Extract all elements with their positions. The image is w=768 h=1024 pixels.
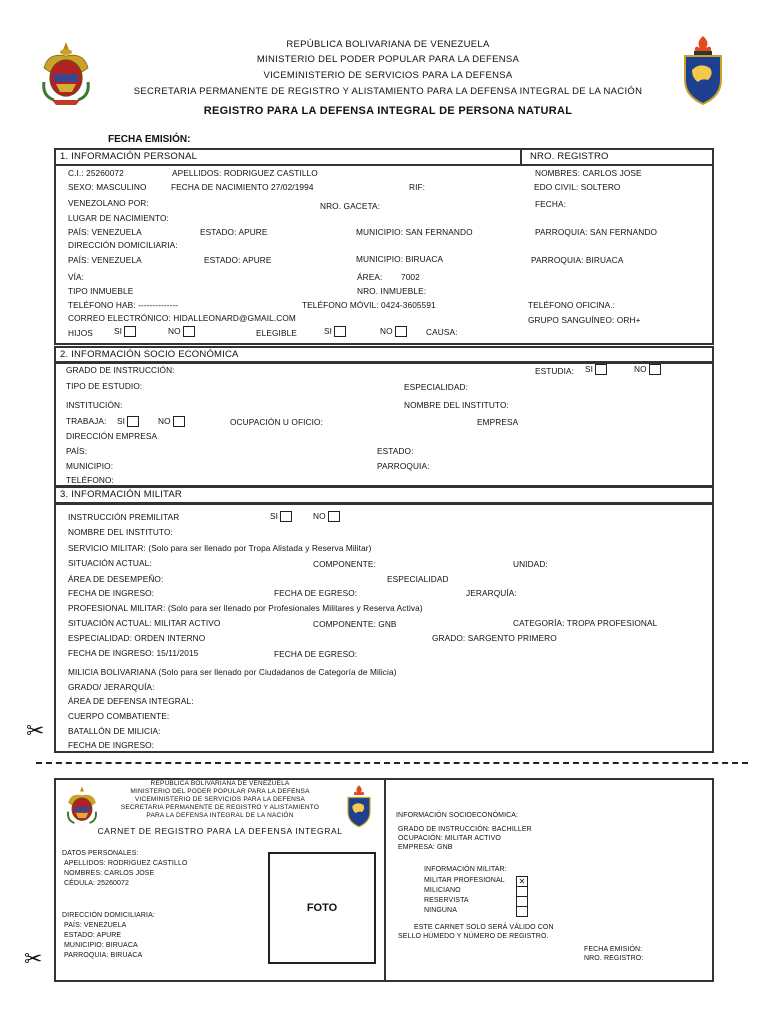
photo-placeholder[interactable] [268, 852, 376, 964]
telefono-movil-value: TELÉFONO MÓVIL: 0424-3605591 [302, 300, 436, 310]
profesional-militar-label: PROFESIONAL MILITAR: (Solo para ser llenado por Profesionales Militares y Reserva Activa) [68, 603, 423, 613]
nombre-instituto-militar-label: NOMBRE DEL INSTITUTO: [68, 527, 173, 537]
carnet-header-3: VICEMINISTERIO DE SERVICIOS PARA LA DEFENSA [134, 796, 306, 803]
cut-line [36, 762, 748, 764]
municipio-label: MUNICIPIO: [66, 461, 114, 471]
fecha-label: FECHA: [535, 199, 567, 209]
rif-label: RIF: [409, 182, 426, 192]
estudia-no[interactable] [634, 364, 661, 375]
carnet-militar-profesional: MILITAR PROFESIONAL [424, 877, 505, 884]
carnet-direccion-label: DIRECCIÓN DOMICILIARIA: [62, 912, 155, 919]
fecha-egreso-2-label: FECHA DE EGRESO: [274, 649, 358, 659]
pais-domicilio-value: PAÍS: VENEZUELA [68, 255, 142, 265]
servicio-militar-label: SERVICIO MILITAR: (Solo para ser llenado por Tropa Alistada y Reserva Militar) [68, 543, 372, 553]
carnet-pais: PAÍS: VENEZUELA [64, 922, 127, 929]
premilitar-no-checkbox[interactable] [328, 511, 340, 522]
carnet-militar-label: INFORMACIÓN MILITAR: [424, 866, 507, 873]
carnet-fecha-emision: FECHA EMISIÓN: [584, 946, 643, 953]
pais-label: PAÍS: [66, 446, 88, 456]
parroquia-domicilio-value: PARROQUIA: BIRUACA [531, 255, 624, 265]
elegible-no-checkbox[interactable] [395, 326, 407, 337]
trabaja-si-label: SI [117, 416, 126, 426]
grupo-sanguineo-value: GRUPO SANGUÍNEO: ORH+ [528, 315, 641, 325]
fecha-emision-label: FECHA EMISIÓN: [108, 134, 191, 145]
header-line-2: MINISTERIO DEL PODER POPULAR PARA LA DEFENSA [256, 54, 520, 65]
carnet-socio-label: INFORMACIÓN SOCIOECONÓMICA: [396, 812, 519, 819]
area-desempeno-label: ÁREA DE DESEMPEÑO: [68, 574, 164, 584]
elegible-si[interactable] [324, 326, 346, 337]
trabaja-si[interactable] [117, 416, 139, 427]
situacion-actual-2-value: SITUACIÓN ACTUAL: MILITAR ACTIVO [68, 618, 221, 628]
carnet-miliciano: MILICIANO [424, 887, 461, 894]
carnet-ninguna: NINGUNA [424, 907, 457, 914]
especialidad-1-label: ESPECIALIDAD [387, 574, 449, 584]
carnet-header-2: MINISTERIO DEL PODER POPULAR PARA LA DEFENSA [130, 788, 310, 795]
municipio-nacimiento-value: MUNICIPIO: SAN FERNANDO [356, 227, 473, 237]
parroquia-nacimiento-value: PARROQUIA: SAN FERNANDO [535, 227, 658, 237]
section-2-title: 2. INFORMACIÓN SOCIO ECONÓMICA [60, 349, 239, 360]
apellidos-value: APELLIDOS: RODRIGUEZ CASTILLO [172, 168, 318, 178]
photo-label: FOTO [306, 902, 338, 914]
premilitar-no[interactable] [313, 511, 340, 522]
estado-domicilio-value: ESTADO: APURE [204, 255, 272, 265]
categoria-value: CATEGORÍA: TROPA PROFESIONAL [513, 618, 658, 628]
hijos-no-checkbox[interactable] [183, 326, 195, 337]
estado-nacimiento-value: ESTADO: APURE [200, 227, 268, 237]
nro-gaceta-label: NRO. GACETA: [320, 201, 381, 211]
municipio-domicilio-value: MUNICIPIO: BIRUACA [356, 254, 444, 264]
grado-jerarquia-label: GRADO/ JERARQUÍA: [68, 682, 155, 692]
area-defensa-label: ÁREA DE DEFENSA INTEGRAL: [68, 696, 194, 706]
carnet-header-4: SECRETARIA PERMANENTE DE REGISTRO Y ALISTAMIENTO [120, 804, 320, 811]
nro-registro-label: NRO. REGISTRO [530, 151, 609, 162]
estudia-si-label: SI [585, 364, 594, 374]
elegible-si-checkbox[interactable] [334, 326, 346, 337]
carnet-empresa: EMPRESA: GNB [398, 844, 453, 851]
empresa-label: EMPRESA [477, 417, 519, 427]
componente-1-label: COMPONENTE: [313, 559, 376, 569]
nombres-value: NOMBRES: CARLOS JOSE [535, 168, 642, 178]
pais-nacimiento-value: PAÍS: VENEZUELA [68, 227, 142, 237]
unidad-label: UNIDAD: [513, 559, 548, 569]
ocupacion-label: OCUPACIÓN U OFICIO: [230, 417, 324, 427]
causa-label: CAUSA: [426, 327, 458, 337]
section-3-title: 3. INFORMACIÓN MILITAR [60, 489, 182, 500]
hijos-si-label: SI [114, 326, 123, 336]
carnet-ocupacion: OCUPACIÓN: MILITAR ACTIVO [398, 835, 501, 842]
carnet-coat-of-arms-emblem [64, 784, 100, 828]
telefono-oficina-label: TELÉFONO OFICINA.: [528, 300, 616, 310]
premilitar-no-label: NO [313, 511, 326, 521]
carnet-title: CARNET DE REGISTRO PARA LA DEFENSA INTEGRAL [97, 826, 343, 836]
estudia-no-checkbox[interactable] [649, 364, 661, 375]
fecha-ingreso-2-value: FECHA DE INGRESO: 15/11/2015 [68, 648, 199, 658]
trabaja-si-checkbox[interactable] [127, 416, 139, 427]
trabaja-no-label: NO [158, 416, 171, 426]
especialidad-2-value: ESPECIALIDAD: ORDEN INTERNO [68, 633, 206, 643]
carnet-grado: GRADO DE INSTRUCCIÓN: BACHILLER [398, 826, 532, 833]
carnet-validity-1: ESTE CARNET SOLO SERÁ VÁLIDO CON [414, 924, 554, 931]
batallon-label: BATALLÓN DE MILICIA: [68, 726, 161, 736]
cuerpo-combatiente-label: CUERPO COMBATIENTE: [68, 711, 170, 721]
nombre-instituto-label: NOMBRE DEL INSTITUTO: [404, 400, 509, 410]
milicia-label: MILICIA BOLIVARIANA (Solo para ser llenado por Ciudadanos de Categoría de Milicia) [68, 667, 397, 677]
fecha-ingreso-1-label: FECHA DE INGRESO: [68, 588, 155, 598]
header-line-3: VICEMINISTERIO DE SERVICIOS PARA LA DEFENSA [263, 70, 513, 81]
carnet-nombres: NOMBRES: CARLOS JOSE [64, 870, 155, 877]
parroquia-label: PARROQUIA: [377, 461, 430, 471]
ninguna-checkbox[interactable] [516, 906, 528, 917]
via-label: VÍA: [68, 272, 85, 282]
fecha-ingreso-3-label: FECHA DE INGRESO: [68, 740, 155, 750]
carnet-reservista: RESERVISTA [424, 897, 469, 904]
section-1-title: 1. INFORMACIÓN PERSONAL [60, 151, 198, 162]
carnet-validity-2: SELLO HÚMEDO Y NÚMERO DE REGISTRO. [398, 933, 549, 940]
institucion-label: INSTITUCIÓN: [66, 400, 123, 410]
telefono-hab-value: TELÉFONO HAB: -------------- [68, 300, 179, 310]
venezolano-por-label: VENEZOLANO POR: [68, 198, 149, 208]
header-line-1: REPÚBLICA BOLIVARIANA DE VENEZUELA [286, 39, 490, 50]
carnet-parroquia: PARROQUIA: BIRUACA [64, 952, 143, 959]
carnet-estado: ESTADO: APURE [64, 932, 122, 939]
telefono-label: TELÉFONO: [66, 475, 114, 485]
correo-value: CORREO ELECTRÓNICO: HIDALLEONARD@GMAIL.COM [68, 313, 296, 323]
estudia-label: ESTUDIA: [535, 366, 575, 376]
premilitar-label: INSTRUCCIÓN PREMILITAR [68, 512, 180, 522]
trabaja-no[interactable] [158, 416, 185, 427]
page-title: REGISTRO PARA LA DEFENSA INTEGRAL DE PERSONA NATURAL [203, 105, 573, 117]
trabaja-text: TRABAJA: [66, 416, 107, 426]
hijos-no[interactable] [168, 326, 195, 337]
estado-label: ESTADO: [377, 446, 414, 456]
estudia-si-checkbox[interactable] [595, 364, 607, 375]
hijos-label: HIJOS [68, 328, 93, 338]
jerarquia-label: JERARQUÍA: [466, 588, 517, 598]
fecha-egreso-1-label: FECHA DE EGRESO: [274, 588, 358, 598]
tipo-estudio-label: TIPO DE ESTUDIO: [66, 381, 143, 391]
premilitar-si-label: SI [270, 511, 279, 521]
trabaja-label [66, 416, 106, 426]
grado-instruccion-label: GRADO DE INSTRUCCIÓN: [66, 365, 175, 375]
elegible-label: ELEGIBLE [256, 328, 297, 338]
ci-value: C.I.: 25260072 [68, 168, 124, 178]
hijos-si[interactable] [114, 326, 136, 337]
sexo-value: SEXO: MASCULINO [68, 182, 147, 192]
fecha-nacimiento-value: FECHA DE NACIMIENTO 27/02/1994 [171, 182, 314, 192]
carnet-nro-registro: NRO. REGISTRO: [584, 955, 644, 962]
carnet-header-5: PARA LA DEFENSA INTEGRAL DE LA NACIÓN [146, 812, 294, 819]
situacion-actual-1-label: SITUACIÓN ACTUAL: [68, 558, 152, 568]
area-label: ÁREA: [357, 272, 383, 282]
elegible-no-label: NO [380, 326, 393, 336]
elegible-si-label: SI [324, 326, 333, 336]
premilitar-si[interactable] [270, 511, 292, 522]
premilitar-si-checkbox[interactable] [280, 511, 292, 522]
grado-value: GRADO: SARGENTO PRIMERO [432, 633, 557, 643]
estudia-si[interactable] [585, 364, 607, 375]
tipo-inmueble-label: TIPO INMUEBLE [68, 286, 134, 296]
especialidad-label: ESPECIALIDAD: [404, 382, 469, 392]
carnet-municipio: MUNICIPIO: BIRUACA [64, 942, 138, 949]
direccion-empresa-label: DIRECCIÓN EMPRESA [66, 431, 158, 441]
carnet-datos-label: DATOS PERSONALES: [62, 850, 139, 857]
carnet-header-1: REPÚBLICA BOLIVARIANA DE VENEZUELA [150, 780, 290, 787]
componente-2-value: COMPONENTE: GNB [313, 619, 397, 629]
edo-civil-value: EDO CIVIL: SOLTERO [534, 182, 621, 192]
scissors-icon: ✂ [24, 946, 43, 971]
hijos-no-label: NO [168, 326, 181, 336]
carnet-shield-emblem [345, 784, 373, 828]
trabaja-no-checkbox[interactable] [173, 416, 185, 427]
elegible-no[interactable] [380, 326, 407, 337]
lugar-nacimiento-label: LUGAR DE NACIMIENTO: [68, 213, 169, 223]
direccion-domiciliaria-label: DIRECCIÓN DOMICILIARIA: [68, 240, 178, 250]
area-value: 7002 [401, 272, 420, 282]
carnet-apellidos: APELLIDOS: RODRIGUEZ CASTILLO [64, 860, 188, 867]
hijos-si-checkbox[interactable] [124, 326, 136, 337]
nro-inmueble-label: NRO. INMUEBLE: [357, 286, 427, 296]
header-line-4: SECRETARIA PERMANENTE DE REGISTRO Y ALISTAMIENTO PARA LA DEFENSA INTEGRAL DE LA NACIÓN [133, 86, 643, 97]
scissors-icon: ✂ [26, 718, 45, 743]
carnet-cedula: CÉDULA: 25260072 [64, 880, 130, 887]
estudia-no-label: NO [634, 364, 647, 374]
